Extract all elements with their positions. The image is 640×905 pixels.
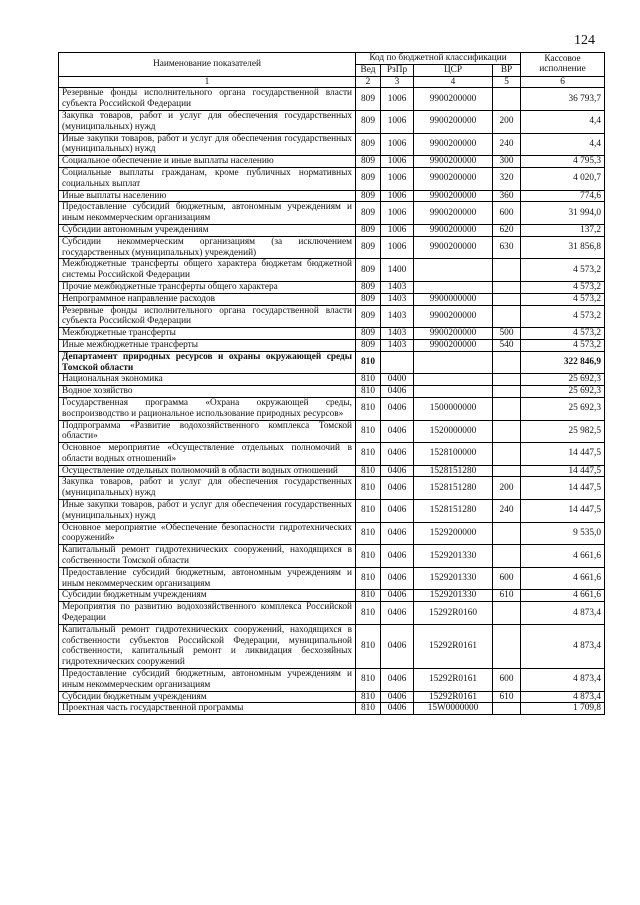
row-rzpr-cell: 0406 — [381, 669, 414, 692]
row-rzpr-cell: 0406 — [381, 703, 414, 715]
row-amount-cell: 322 846,9 — [521, 351, 605, 374]
row-csr-cell: 1529201330 — [414, 590, 493, 602]
row-vr-cell — [493, 374, 521, 386]
row-name-cell: Субсидии бюджетным учреждениям — [59, 691, 356, 703]
table-row — [59, 602, 605, 625]
row-vr-cell: 540 — [493, 339, 521, 351]
row-vr-cell: 610 — [493, 590, 521, 602]
row-csr-cell: 1529201330 — [414, 567, 493, 590]
row-vr-cell: 600 — [493, 567, 521, 590]
row-ved-cell: 809 — [356, 133, 381, 156]
row-name-cell: Капитальный ремонт гидротехнических сооружений, находящихся в собственности Томской области — [59, 545, 356, 568]
row-ved-cell: 810 — [356, 703, 381, 715]
row-name-cell: Государственная программа «Охрана окружающей среды, воспроизводство и рациональное использование природных ресурсов» — [59, 397, 356, 420]
row-amount-cell: 4 873,4 — [521, 602, 605, 625]
row-name-cell: Социальное обеспечение и иные выплаты населению — [59, 156, 356, 168]
row-rzpr-cell: 1006 — [381, 224, 414, 236]
row-vr-cell — [493, 293, 521, 305]
row-csr-cell: 9900200000 — [414, 88, 493, 111]
row-amount-cell: 4 661,6 — [521, 590, 605, 602]
row-ved-cell: 809 — [356, 88, 381, 111]
row-amount-cell: 4,4 — [521, 133, 605, 156]
row-ved-cell: 809 — [356, 259, 381, 282]
row-amount-cell: 4,4 — [521, 110, 605, 133]
row-vr-cell — [493, 545, 521, 568]
row-amount-cell: 4 573,2 — [521, 328, 605, 340]
row-rzpr-cell: 1403 — [381, 339, 414, 351]
row-rzpr-cell: 0406 — [381, 545, 414, 568]
row-ved-cell: 810 — [356, 691, 381, 703]
row-vr-cell — [493, 443, 521, 466]
row-rzpr-cell: 0406 — [381, 624, 414, 668]
row-csr-cell: 9900200000 — [414, 224, 493, 236]
header-csr: ЦСР — [414, 64, 493, 76]
row-name-cell: Социальные выплаты гражданам, кроме публичных нормативных социальных выплат — [59, 167, 356, 190]
table-row — [59, 397, 605, 420]
row-amount-cell: 4 795,3 — [521, 156, 605, 168]
column-number: 5 — [493, 76, 521, 88]
row-ved-cell: 810 — [356, 443, 381, 466]
row-csr-cell: 1528151280 — [414, 477, 493, 500]
column-number: 6 — [521, 76, 605, 88]
row-csr-cell: 9900200000 — [414, 328, 493, 340]
table-row — [59, 202, 605, 225]
row-csr-cell: 1529200000 — [414, 522, 493, 545]
row-name-cell: Основное мероприятие «Обеспечение безопасности гидротехнических сооружений» — [59, 522, 356, 545]
row-rzpr-cell: 1006 — [381, 133, 414, 156]
row-amount-cell: 4 661,6 — [521, 567, 605, 590]
table-row — [59, 703, 605, 715]
row-rzpr-cell: 1006 — [381, 202, 414, 225]
row-name-cell: Осуществление отдельных полномочий в области водных отношений — [59, 465, 356, 477]
table-row — [59, 624, 605, 668]
row-rzpr-cell: 0406 — [381, 590, 414, 602]
row-vr-cell — [493, 351, 521, 374]
row-amount-cell: 31 856,8 — [521, 236, 605, 259]
row-csr-cell: 1528100000 — [414, 443, 493, 466]
row-vr-cell: 610 — [493, 691, 521, 703]
row-rzpr-cell: 1006 — [381, 167, 414, 190]
row-ved-cell: 810 — [356, 386, 381, 398]
row-name-cell: Департамент природных ресурсов и охраны окружающей среды Томской области — [59, 351, 356, 374]
row-csr-cell — [414, 259, 493, 282]
row-vr-cell — [493, 602, 521, 625]
table-row — [59, 465, 605, 477]
row-amount-cell: 4 573,2 — [521, 259, 605, 282]
row-ved-cell: 809 — [356, 328, 381, 340]
header-amount: Кассовое исполнение — [521, 53, 605, 77]
table-row — [59, 305, 605, 328]
row-ved-cell: 809 — [356, 293, 381, 305]
row-name-cell: Иные межбюджетные трансферты — [59, 339, 356, 351]
row-name-cell: Национальная экономика — [59, 374, 356, 386]
row-csr-cell: 9900000000 — [414, 293, 493, 305]
column-number: 3 — [381, 76, 414, 88]
row-name-cell: Резервные фонды исполнительного органа государственной власти субъекта Российской Федерации — [59, 305, 356, 328]
row-name-cell: Закупка товаров, работ и услуг для обеспечения государственных (муниципальных) нужд — [59, 110, 356, 133]
row-name-cell: Резервные фонды исполнительного органа государственной власти субъекта Российской Федерации — [59, 88, 356, 111]
row-ved-cell: 810 — [356, 374, 381, 386]
row-csr-cell — [414, 281, 493, 293]
column-number-row — [59, 76, 605, 88]
table-row — [59, 259, 605, 282]
row-vr-cell — [493, 259, 521, 282]
row-csr-cell: 15292R0161 — [414, 624, 493, 668]
row-amount-cell: 25 692,3 — [521, 374, 605, 386]
row-csr-cell: 9900200000 — [414, 190, 493, 202]
row-ved-cell: 809 — [356, 305, 381, 328]
row-amount-cell: 25 982,5 — [521, 420, 605, 443]
table-row — [59, 156, 605, 168]
row-csr-cell: 1528151280 — [414, 500, 493, 523]
row-rzpr-cell: 1006 — [381, 156, 414, 168]
row-amount-cell: 137,2 — [521, 224, 605, 236]
header-rzpr: РзПр — [381, 64, 414, 76]
row-csr-cell — [414, 351, 493, 374]
row-name-cell: Иные закупки товаров, работ и услуг для обеспечения государственных (муниципальных) нужд — [59, 133, 356, 156]
row-name-cell: Иные закупки товаров, работ и услуг для обеспечения государственных (муниципальных) нужд — [59, 500, 356, 523]
row-amount-cell: 4 573,2 — [521, 293, 605, 305]
row-ved-cell: 810 — [356, 500, 381, 523]
row-ved-cell: 810 — [356, 624, 381, 668]
row-ved-cell: 809 — [356, 156, 381, 168]
row-name-cell: Закупка товаров, работ и услуг для обеспечения государственных (муниципальных) нужд — [59, 477, 356, 500]
row-vr-cell: 360 — [493, 190, 521, 202]
row-rzpr-cell: 1006 — [381, 88, 414, 111]
row-name-cell: Предоставление субсидий бюджетным, автономным учреждениям и иным некоммерческим организациям — [59, 202, 356, 225]
row-rzpr-cell: 0400 — [381, 374, 414, 386]
table-row — [59, 477, 605, 500]
row-ved-cell: 809 — [356, 167, 381, 190]
table-row — [59, 236, 605, 259]
row-rzpr-cell: 0406 — [381, 420, 414, 443]
row-csr-cell: 1500000000 — [414, 397, 493, 420]
column-number: 2 — [356, 76, 381, 88]
row-vr-cell — [493, 397, 521, 420]
row-name-cell: Непрограммное направление расходов — [59, 293, 356, 305]
row-rzpr-cell: 0406 — [381, 522, 414, 545]
row-name-cell: Субсидии автономным учреждениям — [59, 224, 356, 236]
row-ved-cell: 810 — [356, 545, 381, 568]
table-row — [59, 545, 605, 568]
row-csr-cell: 1528151280 — [414, 465, 493, 477]
row-rzpr-cell: 1006 — [381, 236, 414, 259]
row-ved-cell: 810 — [356, 477, 381, 500]
row-csr-cell: 9900200000 — [414, 167, 493, 190]
row-csr-cell — [414, 386, 493, 398]
row-name-cell: Прочие межбюджетные трансферты общего характера — [59, 281, 356, 293]
row-vr-cell — [493, 281, 521, 293]
row-rzpr-cell: 1006 — [381, 190, 414, 202]
row-ved-cell: 809 — [356, 190, 381, 202]
row-name-cell: Субсидии бюджетным учреждениям — [59, 590, 356, 602]
table-row — [59, 351, 605, 374]
budget-execution-table — [58, 52, 605, 715]
column-number: 1 — [59, 76, 356, 88]
row-csr-cell: 9900200000 — [414, 305, 493, 328]
row-amount-cell: 4 573,2 — [521, 339, 605, 351]
header-classification-group: Код по бюджетной классификации — [356, 53, 521, 65]
row-ved-cell: 810 — [356, 522, 381, 545]
row-ved-cell: 809 — [356, 339, 381, 351]
row-amount-cell: 14 447,5 — [521, 443, 605, 466]
row-ved-cell: 810 — [356, 351, 381, 374]
table-row — [59, 224, 605, 236]
row-amount-cell: 4 020,7 — [521, 167, 605, 190]
row-vr-cell: 200 — [493, 477, 521, 500]
row-amount-cell: 4 573,2 — [521, 281, 605, 293]
table-body — [59, 88, 605, 715]
row-vr-cell: 240 — [493, 133, 521, 156]
row-vr-cell: 630 — [493, 236, 521, 259]
table-row — [59, 374, 605, 386]
row-ved-cell: 810 — [356, 602, 381, 625]
row-csr-cell: 15292R0161 — [414, 691, 493, 703]
table-row — [59, 590, 605, 602]
row-name-cell: Иные выплаты населению — [59, 190, 356, 202]
row-vr-cell — [493, 624, 521, 668]
row-vr-cell: 600 — [493, 669, 521, 692]
row-rzpr-cell: 1403 — [381, 293, 414, 305]
row-amount-cell: 4 873,4 — [521, 624, 605, 668]
row-rzpr-cell: 0406 — [381, 443, 414, 466]
row-vr-cell: 300 — [493, 156, 521, 168]
row-amount-cell: 4 661,6 — [521, 545, 605, 568]
row-ved-cell: 810 — [356, 590, 381, 602]
page-number: 124 — [574, 33, 595, 48]
row-ved-cell: 809 — [356, 236, 381, 259]
table-row — [59, 293, 605, 305]
header-name: Наименование показателей — [59, 53, 356, 77]
row-amount-cell: 25 692,3 — [521, 386, 605, 398]
row-name-cell: Субсидии некоммерческим организациям (за исключением государственных (муниципальных) учреждений) — [59, 236, 356, 259]
row-rzpr-cell: 0406 — [381, 602, 414, 625]
table-row — [59, 110, 605, 133]
row-ved-cell: 810 — [356, 567, 381, 590]
row-csr-cell: 15292R0161 — [414, 669, 493, 692]
table-row — [59, 567, 605, 590]
row-vr-cell — [493, 420, 521, 443]
row-csr-cell: 9900200000 — [414, 156, 493, 168]
row-vr-cell — [493, 703, 521, 715]
row-csr-cell: 9900200000 — [414, 339, 493, 351]
table-row — [59, 339, 605, 351]
row-ved-cell: 810 — [356, 420, 381, 443]
row-vr-cell: 600 — [493, 202, 521, 225]
row-amount-cell: 9 535,0 — [521, 522, 605, 545]
row-amount-cell: 14 447,5 — [521, 465, 605, 477]
row-name-cell: Подпрограмма «Развитие водохозяйственного комплекса Томской области» — [59, 420, 356, 443]
row-rzpr-cell: 0406 — [381, 386, 414, 398]
row-ved-cell: 809 — [356, 224, 381, 236]
row-ved-cell: 810 — [356, 397, 381, 420]
row-amount-cell: 1 709,8 — [521, 703, 605, 715]
row-csr-cell: 9900200000 — [414, 202, 493, 225]
table-row — [59, 133, 605, 156]
row-ved-cell: 810 — [356, 669, 381, 692]
row-vr-cell — [493, 522, 521, 545]
header-ved: Вед — [356, 64, 381, 76]
row-rzpr-cell: 1400 — [381, 259, 414, 282]
table-row — [59, 443, 605, 466]
row-name-cell: Проектная часть государственной программы — [59, 703, 356, 715]
row-vr-cell: 320 — [493, 167, 521, 190]
table-row — [59, 500, 605, 523]
table-row — [59, 88, 605, 111]
table-row — [59, 691, 605, 703]
row-csr-cell: 9900200000 — [414, 133, 493, 156]
row-ved-cell: 809 — [356, 281, 381, 293]
row-rzpr-cell: 1006 — [381, 110, 414, 133]
table-row — [59, 328, 605, 340]
row-vr-cell — [493, 305, 521, 328]
row-amount-cell: 774,6 — [521, 190, 605, 202]
row-rzpr-cell: 0406 — [381, 397, 414, 420]
row-amount-cell: 4 873,4 — [521, 691, 605, 703]
row-amount-cell: 14 447,5 — [521, 477, 605, 500]
row-name-cell: Водное хозяйство — [59, 386, 356, 398]
table-row — [59, 281, 605, 293]
row-name-cell: Основное мероприятие «Осуществление отдельных полномочий в области водных отношений» — [59, 443, 356, 466]
row-rzpr-cell: 1403 — [381, 305, 414, 328]
row-csr-cell: 9900200000 — [414, 110, 493, 133]
row-amount-cell: 36 793,7 — [521, 88, 605, 111]
table-row — [59, 522, 605, 545]
table-row — [59, 420, 605, 443]
row-vr-cell — [493, 386, 521, 398]
header-vr: ВР — [493, 64, 521, 76]
row-name-cell: Предоставление субсидий бюджетным, автономным учреждениям и иным некоммерческим организациям — [59, 669, 356, 692]
table-row — [59, 167, 605, 190]
row-rzpr-cell: 0406 — [381, 691, 414, 703]
row-vr-cell — [493, 88, 521, 111]
row-csr-cell: 9900200000 — [414, 236, 493, 259]
row-rzpr-cell — [381, 351, 414, 374]
row-csr-cell: 1529201330 — [414, 545, 493, 568]
row-csr-cell: 1520000000 — [414, 420, 493, 443]
row-amount-cell: 25 692,3 — [521, 397, 605, 420]
row-name-cell: Межбюджетные трансферты общего характера бюджетам бюджетной системы Российской Федерации — [59, 259, 356, 282]
row-rzpr-cell: 0406 — [381, 477, 414, 500]
row-ved-cell: 809 — [356, 110, 381, 133]
row-amount-cell: 31 994,0 — [521, 202, 605, 225]
table-row — [59, 669, 605, 692]
row-rzpr-cell: 0406 — [381, 465, 414, 477]
row-name-cell: Капитальный ремонт гидротехнических сооружений, находящихся в собственности субъектов Российской Федерации, муниципальной собственности, капитальный ремонт и ликвидация бесхозяйных гидротехнических сооружений — [59, 624, 356, 668]
row-vr-cell: 240 — [493, 500, 521, 523]
row-csr-cell: 15W0000000 — [414, 703, 493, 715]
row-vr-cell: 500 — [493, 328, 521, 340]
row-rzpr-cell: 1403 — [381, 281, 414, 293]
table-row — [59, 190, 605, 202]
row-vr-cell: 620 — [493, 224, 521, 236]
row-rzpr-cell: 0406 — [381, 500, 414, 523]
row-ved-cell: 810 — [356, 465, 381, 477]
column-number: 4 — [414, 76, 493, 88]
table-row — [59, 386, 605, 398]
row-amount-cell: 4 873,4 — [521, 669, 605, 692]
row-name-cell: Мероприятия по развитию водохозяйственного комплекса Российской Федерации — [59, 602, 356, 625]
row-name-cell: Предоставление субсидий бюджетным, автономным учреждениям и иным некоммерческим организациям — [59, 567, 356, 590]
row-name-cell: Межбюджетные трансферты — [59, 328, 356, 340]
row-amount-cell: 4 573,2 — [521, 305, 605, 328]
row-ved-cell: 809 — [356, 202, 381, 225]
row-csr-cell — [414, 374, 493, 386]
row-vr-cell: 200 — [493, 110, 521, 133]
row-csr-cell: 15292R0160 — [414, 602, 493, 625]
row-vr-cell — [493, 465, 521, 477]
row-rzpr-cell: 1403 — [381, 328, 414, 340]
row-amount-cell: 14 447,5 — [521, 500, 605, 523]
row-rzpr-cell: 0406 — [381, 567, 414, 590]
